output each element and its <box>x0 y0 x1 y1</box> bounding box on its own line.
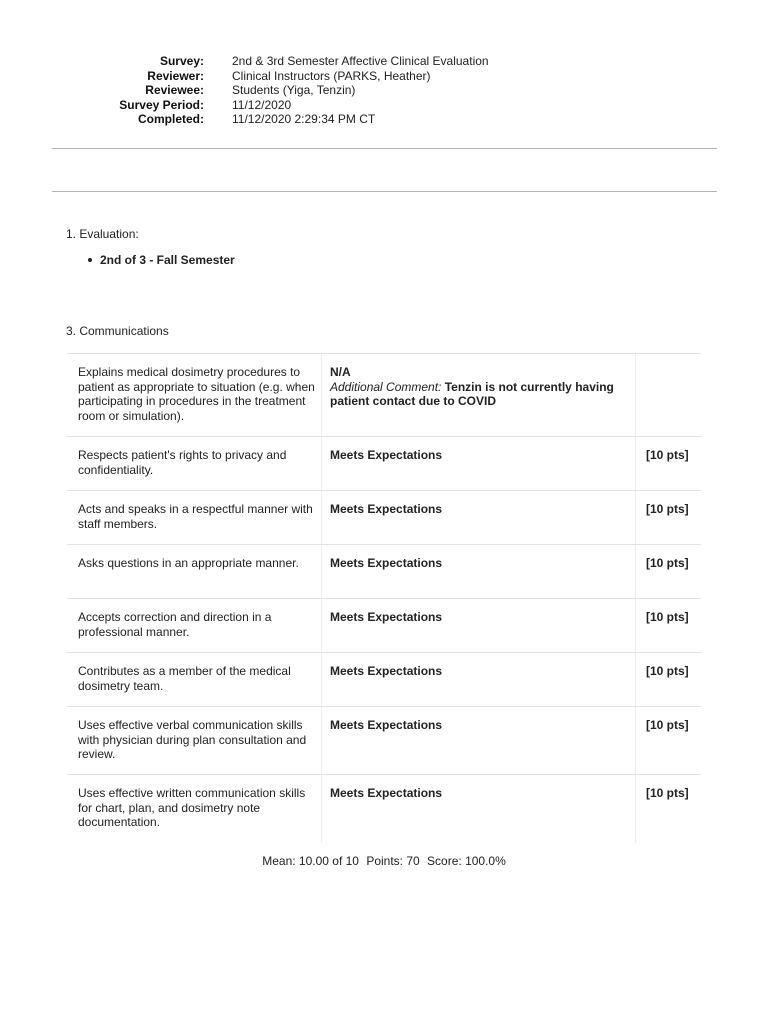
points-text: [10 pts] <box>646 502 689 516</box>
criterion-text: Respects patient's rights to privacy and confidentiality. <box>67 437 322 490</box>
criterion-text: Uses effective written communication skills for chart, plan, and dosimetry note documentation. <box>67 775 322 843</box>
meta-label: Survey: <box>159 54 204 68</box>
score-summary <box>0 854 768 868</box>
table-row <box>67 545 701 599</box>
divider <box>52 191 717 192</box>
meta-label: Reviewee: <box>145 83 204 97</box>
meta-label: Completed: <box>138 112 204 126</box>
points-text: [10 pts] <box>646 556 689 570</box>
meta-value: 11/12/2020 <box>232 97 292 112</box>
meta-label: Reviewer: <box>147 68 204 83</box>
response-cell <box>322 775 636 843</box>
table-row <box>67 653 701 707</box>
response-cell <box>322 707 636 774</box>
criterion-text: Contributes as a member of the medical dosimetry team. <box>67 653 322 706</box>
response-text: N/A <box>330 365 351 379</box>
response-cell <box>322 545 636 598</box>
points-text: [10 pts] <box>646 718 689 732</box>
points-text <box>636 354 701 436</box>
score-text: Score: 100.0% <box>427 854 506 868</box>
additional-comment <box>330 380 635 409</box>
response-cell <box>322 599 636 652</box>
evaluation-table <box>67 353 701 843</box>
meta-row-reviewee <box>0 83 768 98</box>
mean-text: Mean: 10.00 of 10 <box>262 854 359 868</box>
response-text: Meets Expectations <box>330 448 443 462</box>
table-row <box>67 775 701 843</box>
points-text: [10 pts] <box>646 448 689 462</box>
response-cell <box>322 354 636 436</box>
points-text: [10 pts] <box>646 786 689 800</box>
comment-label: Additional Comment: <box>330 379 442 394</box>
meta-row-completed <box>0 112 768 127</box>
table-row <box>67 599 701 653</box>
criterion-text: Accepts correction and direction in a professional manner. <box>67 599 322 652</box>
divider <box>52 148 717 149</box>
meta-row-survey <box>0 54 768 69</box>
meta-value: Students (Yiga, Tenzin) <box>232 83 356 97</box>
table-row <box>67 354 701 437</box>
meta-row-reviewer <box>0 69 768 84</box>
meta-row-survey-period <box>0 98 768 113</box>
table-row <box>67 437 701 491</box>
points-text: [10 pts] <box>646 610 689 624</box>
meta-value: 11/12/2020 2:29:34 PM CT <box>232 112 376 126</box>
response-cell <box>322 437 636 490</box>
points-text: [10 pts] <box>646 664 689 678</box>
criterion-text: Uses effective verbal communication skills with physician during plan consultation and review. <box>67 707 322 774</box>
table-row <box>67 707 701 775</box>
question-answer <box>88 253 235 267</box>
response-text: Meets Expectations <box>330 718 443 732</box>
meta-value: 2nd & 3rd Semester Affective Clinical Evaluation <box>232 54 489 68</box>
answer-text: 2nd of 3 - Fall Semester <box>100 253 235 267</box>
response-text: Meets Expectations <box>330 610 443 624</box>
survey-metadata <box>0 54 768 127</box>
response-text: Meets Expectations <box>330 664 443 678</box>
comment-text: Tenzin is not currently having patient contact due to COVID <box>330 379 614 408</box>
criterion-text: Acts and speaks in a respectful manner with staff members. <box>67 491 322 544</box>
response-text: Meets Expectations <box>330 556 443 570</box>
meta-label: Survey Period: <box>119 97 204 112</box>
response-cell <box>322 491 636 544</box>
response-cell <box>322 653 636 706</box>
response-text: Meets Expectations <box>330 786 443 800</box>
question-title: 1. Evaluation: <box>66 227 139 241</box>
criterion-text: Asks questions in an appropriate manner. <box>67 545 322 598</box>
response-text: Meets Expectations <box>330 502 443 516</box>
table-row <box>67 491 701 545</box>
question-title: 3. Communications <box>66 324 169 338</box>
meta-value: Clinical Instructors (PARKS, Heather) <box>232 68 431 83</box>
bullet-icon <box>88 258 92 262</box>
criterion-text: Explains medical dosimetry procedures to patient as appropriate to situation (e.g. when participating in procedures in the treatment room or simulation). <box>67 354 322 436</box>
points-total-text: Points: 70 <box>366 854 420 868</box>
